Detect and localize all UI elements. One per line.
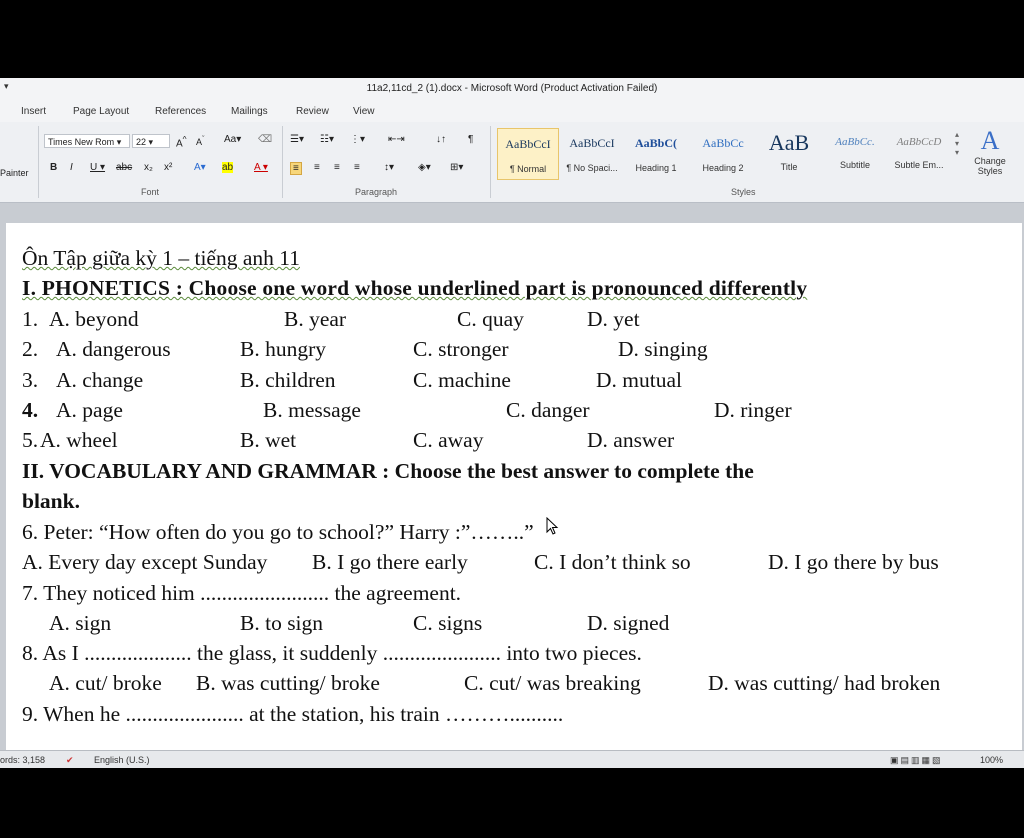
align-left-icon[interactable]: ≡ (290, 162, 302, 175)
window-title: 11a2,11cd_2 (1).docx - Microsoft Word (Product Activation Failed) (366, 83, 658, 94)
word-window (0, 78, 1024, 768)
text-effects-icon[interactable]: A▾ (194, 162, 206, 173)
quick-access-icon[interactable]: ▾ (4, 81, 9, 91)
style-subtitle[interactable]: AaBbCc. Subtitle (835, 136, 875, 170)
ribbon-tabs (0, 100, 1024, 123)
question-7: 7. They noticed him ........................ the agreement. (22, 581, 462, 605)
pilcrow-icon[interactable]: ¶ (468, 134, 474, 145)
numbering-icon[interactable]: ☷▾ (320, 134, 334, 145)
style-normal[interactable]: AaBbCcI ¶ Normal (497, 128, 559, 180)
question-5: 5. A. wheel B. wet C. away D. answer (22, 428, 675, 452)
word-count[interactable]: ords: 3,158 (0, 755, 46, 765)
section-vocabulary-line-1: II. VOCABULARY AND GRAMMAR : Choose the best answer to complete the (22, 459, 754, 483)
view-buttons-icon[interactable]: ▣▤▥▦▧ (890, 755, 943, 765)
tab-review[interactable]: Review (296, 106, 329, 117)
mouse-pointer-icon (546, 517, 560, 537)
style-subtle-emphasis[interactable]: AaBbCcD Subtle Em... (894, 136, 944, 170)
subscript-icon[interactable]: x₂ (144, 162, 153, 173)
clear-format-icon[interactable]: ⌫ (258, 134, 273, 145)
question-7-options: A. sign B. to sign C. signs D. signed (49, 611, 670, 635)
zoom-level[interactable]: 100% (980, 755, 1004, 765)
style-no-spacing[interactable]: AaBbCcI ¶ No Spaci... (566, 136, 618, 173)
borders-icon[interactable]: ⊞▾ (450, 162, 464, 173)
question-1: 1. A. beyond B. year C. quay D. yet (22, 307, 640, 331)
multilevel-list-icon[interactable]: ⋮▾ (350, 134, 366, 145)
change-styles-icon: A (980, 126, 1000, 155)
status-bar (0, 750, 1024, 768)
italic-icon[interactable]: I (70, 162, 73, 173)
document-area (0, 203, 1024, 750)
shading-icon[interactable]: ◈▾ (418, 162, 431, 173)
style-heading-2[interactable]: AaBbCc Heading 2 (702, 136, 744, 173)
ribbon (0, 122, 1024, 203)
tab-insert[interactable]: Insert (21, 106, 47, 117)
align-center-icon[interactable]: ≡ (314, 162, 320, 173)
question-2: 2. A. dangerous B. hungry C. stronger D. singing (22, 337, 708, 361)
superscript-icon[interactable]: x² (164, 162, 173, 173)
align-right-icon[interactable]: ≡ (334, 162, 340, 173)
document-page[interactable] (6, 223, 1022, 763)
grow-font-icon[interactable]: A^ (176, 134, 187, 150)
question-6: 6. Peter: “How often do you go to school?” Harry :”……..” (22, 520, 534, 544)
styles-group-label: Styles (731, 187, 756, 197)
font-color-icon[interactable]: A ▾ (254, 162, 268, 173)
question-8-options: A. cut/ broke B. was cutting/ broke C. cut/ was breaking D. was cutting/ had broken (49, 671, 941, 695)
strikethrough-icon[interactable]: abc (116, 162, 133, 173)
bold-icon[interactable]: B (50, 162, 58, 173)
paragraph-group-label: Paragraph (355, 187, 398, 197)
tab-references[interactable]: References (155, 106, 207, 117)
justify-icon[interactable]: ≡ (354, 162, 360, 173)
title-bar (0, 78, 1024, 100)
question-3: 3. A. change B. children C. machine D. mutual (22, 368, 682, 392)
style-heading-1[interactable]: AaBbC( Heading 1 (634, 136, 677, 173)
font-group-label: Font (141, 187, 160, 197)
tab-mailings[interactable]: Mailings (231, 106, 268, 117)
format-painter-label[interactable]: Painter (0, 168, 29, 178)
language-indicator[interactable]: English (U.S.) (94, 755, 150, 765)
tab-view[interactable]: View (353, 106, 375, 117)
doc-heading: Ôn Tập giữa kỳ 1 – tiếng anh 11 (22, 246, 300, 270)
change-case-icon[interactable]: Aa▾ (224, 134, 242, 145)
sort-icon[interactable]: ↓↑ (436, 134, 446, 145)
proofing-icon[interactable]: ✔ (66, 755, 74, 765)
section-phonetics: I. PHONETICS : Choose one word whose underlined part is pronounced differently (22, 276, 808, 300)
underline-icon[interactable]: U ▾ (90, 162, 106, 173)
font-name-select[interactable]: Times New Rom ▾ (44, 134, 130, 148)
style-title[interactable]: AaB Title (768, 130, 810, 172)
change-styles-button[interactable]: A Change Styles (970, 126, 1010, 176)
shrink-font-icon[interactable]: $A^ˇ$ (196, 134, 205, 147)
indent-icon[interactable]: ⇤⇥ (388, 134, 405, 145)
tab-page-layout[interactable]: Page Layout (73, 106, 130, 117)
font-size-select[interactable]: 22 ▾ (132, 134, 170, 148)
question-6-options: A. Every day except Sunday B. I go there early C. I don’t think so D. I go there by bus (22, 550, 939, 574)
line-spacing-icon[interactable]: ↕▾ (384, 162, 395, 173)
question-4: 4. A. page B. message C. danger D. ringer (22, 398, 792, 422)
styles-scroll-icon[interactable]: ▴ ▾ ▾ (955, 130, 960, 157)
section-vocabulary-line-2: blank. (22, 489, 80, 513)
question-9: 9. When he ...................... at the station, his train ……….......... (22, 702, 564, 726)
bullets-icon[interactable]: ☰▾ (290, 134, 304, 145)
highlight-icon[interactable]: ab (222, 162, 234, 173)
question-8: 8. As I .................... the glass, it suddenly ...................... into two pieces. (22, 641, 642, 665)
